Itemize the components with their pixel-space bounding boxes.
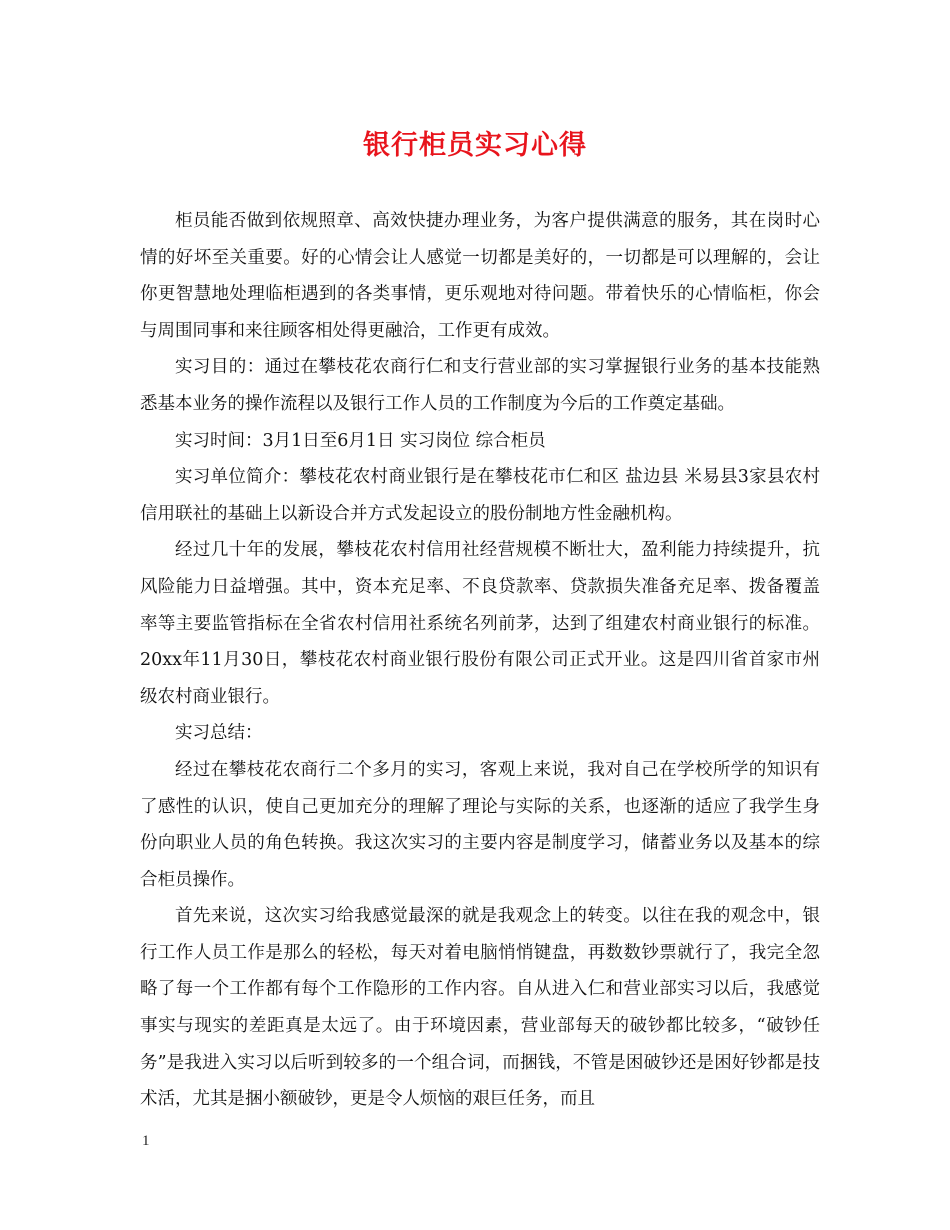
paragraph-intro: 柜员能否做到依规照章、高效快捷办理业务，为客户提供满意的服务，其在岗时心情的好坏至关重要。好的心情会让人感觉一切都是美好的，一切都是可以理解的，会让你更智慧地处理临柜遇到的各类事情，更乐观地对待问题。带着快乐的心情临柜，你会与周围同事和来往顾客相处得更融洽，工作更有成效。 <box>140 211 820 341</box>
paragraph-time: 实习时间：3月1日至6月1日 实习岗位 综合柜员 <box>175 430 546 451</box>
document-body <box>140 203 820 1118</box>
paragraph-first: 首先来说，这次实习给我感觉最深的就是我观念上的转变。以往在我的观念中，银行工作人员工作是那么的轻松，每天对着电脑悄悄键盘，再数数钞票就行了，我完全忽略了每一个工作都有每个工作隐形的工作内容。自从进入仁和营业部实习以后，我感觉事实与现实的差距真是太远了。由于环境因素，营业部每天的破钞都比较多，“破钞任务”是我进入实习以后听到较多的一个组合词，而捆钱，不管是困破钞还是困好钞都是技术活，尤其是捆小额破钞，更是令人烦恼的艰巨任务，而且 <box>140 906 820 1110</box>
paragraph-summary-heading: 实习总结： <box>175 723 263 744</box>
paragraph-summary: 经过在攀枝花农商行二个多月的实习，客观上来说，我对自己在学校所学的知识有了感性的认识，使自己更加充分的理解了理论与实际的关系，也逐渐的适应了我学生身份向职业人员的角色转换。我这次实习的主要内容是制度学习，储蓄业务以及基本的综合柜员操作。 <box>140 759 820 890</box>
paragraph-unit-intro: 实习单位简介：攀枝花农村商业银行是在攀枝花市仁和区 盐边县 米易县3家县农村信用联社的基础上以新设合并方式发起设立的股份制地方性金融机构。 <box>140 467 820 524</box>
document-title: 银行柜员实习心得 <box>363 130 587 161</box>
page-number: 1 <box>142 1133 150 1149</box>
paragraph-development: 经过几十年的发展，攀枝花农村信用社经营规模不断壮大，盈利能力持续提升，抗风险能力日益增强。其中，资本充足率、不良贷款率、贷款损失准备充足率、拨备覆盖率等主要监管指标在全省农村信用社系统名列前茅，达到了组建农村商业银行的标准。20xx年11月30日，攀枝花农村商业银行股份有限公司正式开业。这是四川省首家市州级农村商业银行。 <box>140 540 820 707</box>
paragraph-purpose: 实习目的：通过在攀枝花农商行仁和支行营业部的实习掌握银行业务的基本技能熟悉基本业务的操作流程以及银行工作人员的工作制度为今后的工作奠定基础。 <box>140 357 820 414</box>
